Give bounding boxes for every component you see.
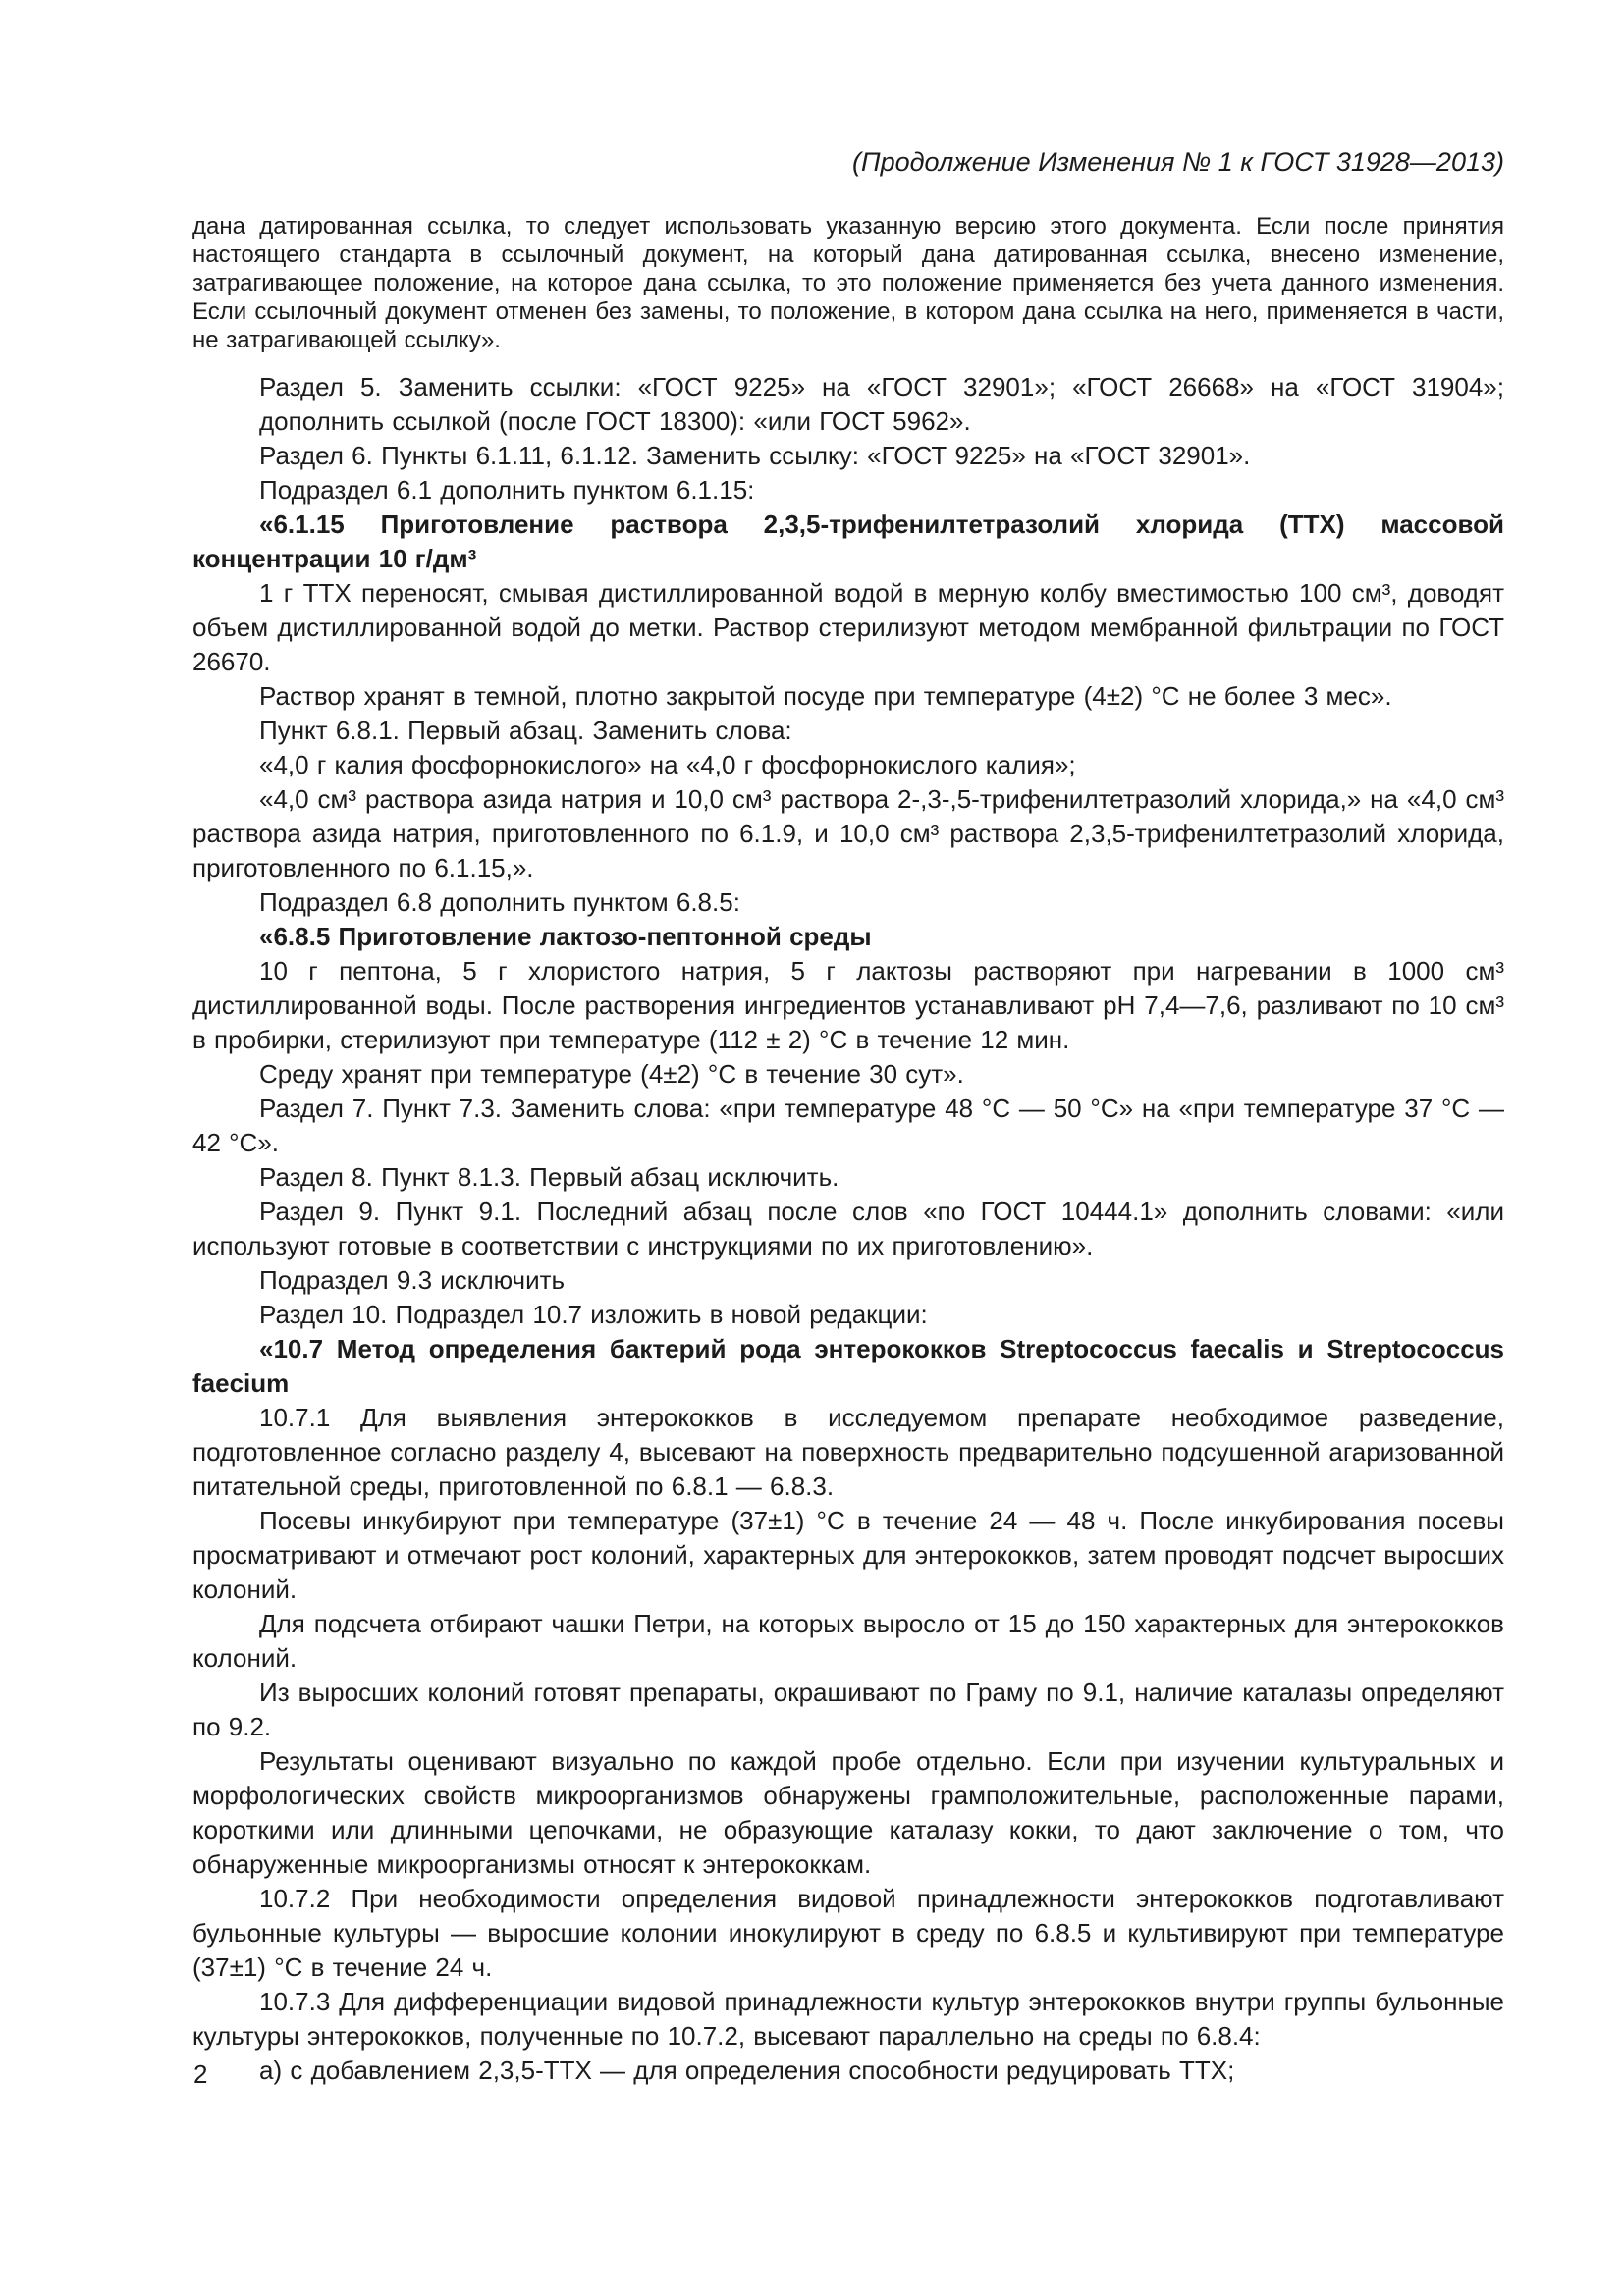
paragraph: «4,0 см³ раствора азида натрия и 10,0 см³ раствора 2-,3-,5-трифенилтетразолий хлорида,» на «4,0 см³ раствора азида натрия, приготовленного по 6.1.9, и 10,0 см³ раствора 2,3,5-трифенилтетразолий хлорида, приготовленного по 6.1.15,». [192, 784, 1504, 882]
page-content [192, 147, 1504, 2088]
paragraph: Раздел 10. Подраздел 10.7 изложить в новой редакции: [259, 1300, 928, 1329]
paragraph: Раздел 5. Заменить ссылки: «ГОСТ 9225» на «ГОСТ 32901»; «ГОСТ 26668» на «ГОСТ 31904»; дополнить ссылкой (после ГОСТ 18300): «или ГОСТ 5962». [259, 372, 1504, 436]
subsection-heading: «6.1.15 Приготовление раствора 2,3,5-трифенилтетразолий хлорида (ТТХ) массовой концентрации 10 г/дм³ [192, 509, 1504, 573]
paragraph: Раздел 8. Пункт 8.1.3. Первый абзац исключить. [259, 1162, 839, 1192]
paragraph: Подраздел 9.3 исключить [259, 1265, 566, 1295]
paragraph: Раздел 9. Пункт 9.1. Последний абзац после слов «по ГОСТ 10444.1» дополнить словами: «или используют готовые в соответствии с инструкциями по их приготовлению». [192, 1197, 1504, 1260]
paragraph: 1 г ТТХ переносят, смывая дистиллированной водой в мерную колбу вместимостью 100 см³, доводят объем дистиллированной водой до метки. Раствор стерилизуют методом мембранной фильтрации по ГОСТ 26670. [192, 578, 1504, 676]
paragraph: дана датированная ссылка, то следует использовать указанную версию этого документа. Если после принятия настоящего стандарта в ссылочный документ, на который дана датированная ссылка, внесено изменение, затрагивающее положение, на которое дана ссылка, то это положение применяется без учета данного изменения. Если ссылочный документ отменен без замены, то положение, в котором дана ссылка на него, применяется в части, не затрагивающей ссылку». [192, 213, 1504, 353]
paragraph: Раздел 6. Пункты 6.1.11, 6.1.12. Заменить ссылку: «ГОСТ 9225» на «ГОСТ 32901». [259, 441, 1251, 470]
paragraph: Для подсчета отбирают чашки Петри, на которых выросло от 15 до 150 характерных для энтерококков колоний. [192, 1609, 1504, 1673]
paragraph: Раствор хранят в темной, плотно закрытой посуде при температуре (4±2) °С не более 3 мес». [259, 681, 1392, 711]
paragraph: 10.7.2 При необходимости определения видовой принадлежности энтерококков подготавливают бульонные культуры — выросшие колонии инокулируют в среду по 6.8.5 и культивируют при температуре (37±1) °С в течение 24 ч. [192, 1884, 1504, 1982]
paragraph: Подраздел 6.8 дополнить пунктом 6.8.5: [259, 887, 740, 917]
paragraph: Из выросших колоний готовят препараты, окрашивают по Граму по 9.1, наличие каталазы определяют по 9.2. [192, 1678, 1504, 1741]
subsection-heading: «6.8.5 Приготовление лактозо-пептонной среды [259, 922, 872, 951]
paragraph: а) с добавлением 2,3,5-ТТХ — для определения способности редуцировать ТТХ; [259, 2056, 1235, 2085]
paragraph: «4,0 г калия фосфорнокислого» на «4,0 г фосфорнокислого калия»; [259, 750, 1076, 779]
paragraph: Подраздел 6.1 дополнить пунктом 6.1.15: [259, 475, 755, 505]
paragraph: Раздел 7. Пункт 7.3. Заменить слова: «при температуре 48 °С — 50 °С» на «при температуре 37 °С — 42 °С». [192, 1094, 1504, 1157]
paragraph: Пункт 6.8.1. Первый абзац. Заменить слова: [259, 716, 792, 745]
paragraph: 10 г пептона, 5 г хлористого натрия, 5 г лактозы растворяют при нагревании в 1000 см³ дистиллированной воды. После растворения ингредиентов устанавливают рН 7,4—7,6, разливают по 10 см³ в пробирки, стерилизуют при температуре (112 ± 2) °С в течение 12 мин. [192, 956, 1504, 1054]
document-body [192, 212, 1504, 2088]
paragraph: Посевы инкубируют при температуре (37±1) °С в течение 24 — 48 ч. После инкубирования посевы просматривают и отмечают рост колоний, характерных для энтерококков, затем проводят подсчет выросших колоний. [192, 1506, 1504, 1604]
page-number: 2 [193, 2059, 208, 2089]
paragraph: 10.7.1 Для выявления энтерококков в исследуемом препарате необходимое разведение, подготовленное согласно разделу 4, высевают на поверхность предварительно подсушенной агаризованной питательной среды, приготовленной по 6.8.1 — 6.8.3. [192, 1403, 1504, 1501]
paragraph: 10.7.3 Для дифференциации видовой принадлежности культур энтерококков внутри группы бульонные культуры энтерококков, полученные по 10.7.2, высевают параллельно на среды по 6.8.4: [192, 1987, 1504, 2051]
subsection-heading: «10.7 Метод определения бактерий рода энтерококков Streptococcus faecalis и Streptococcus faecium [192, 1334, 1504, 1398]
paragraph: Результаты оценивают визуально по каждой пробе отдельно. Если при изучении культуральных и морфологических свойств микроорганизмов обнаружены грамположительные, расположенные парами, короткими или длинными цепочками, не образующие каталазу кокки, то дают заключение о том, что обнаруженные микроорганизмы относят к энтерококкам. [192, 1746, 1504, 1879]
running-header: (Продолжение Изменения № 1 к ГОСТ 31928—2013) [852, 147, 1504, 177]
paragraph: Среду хранят при температуре (4±2) °С в течение 30 сут». [259, 1059, 964, 1089]
